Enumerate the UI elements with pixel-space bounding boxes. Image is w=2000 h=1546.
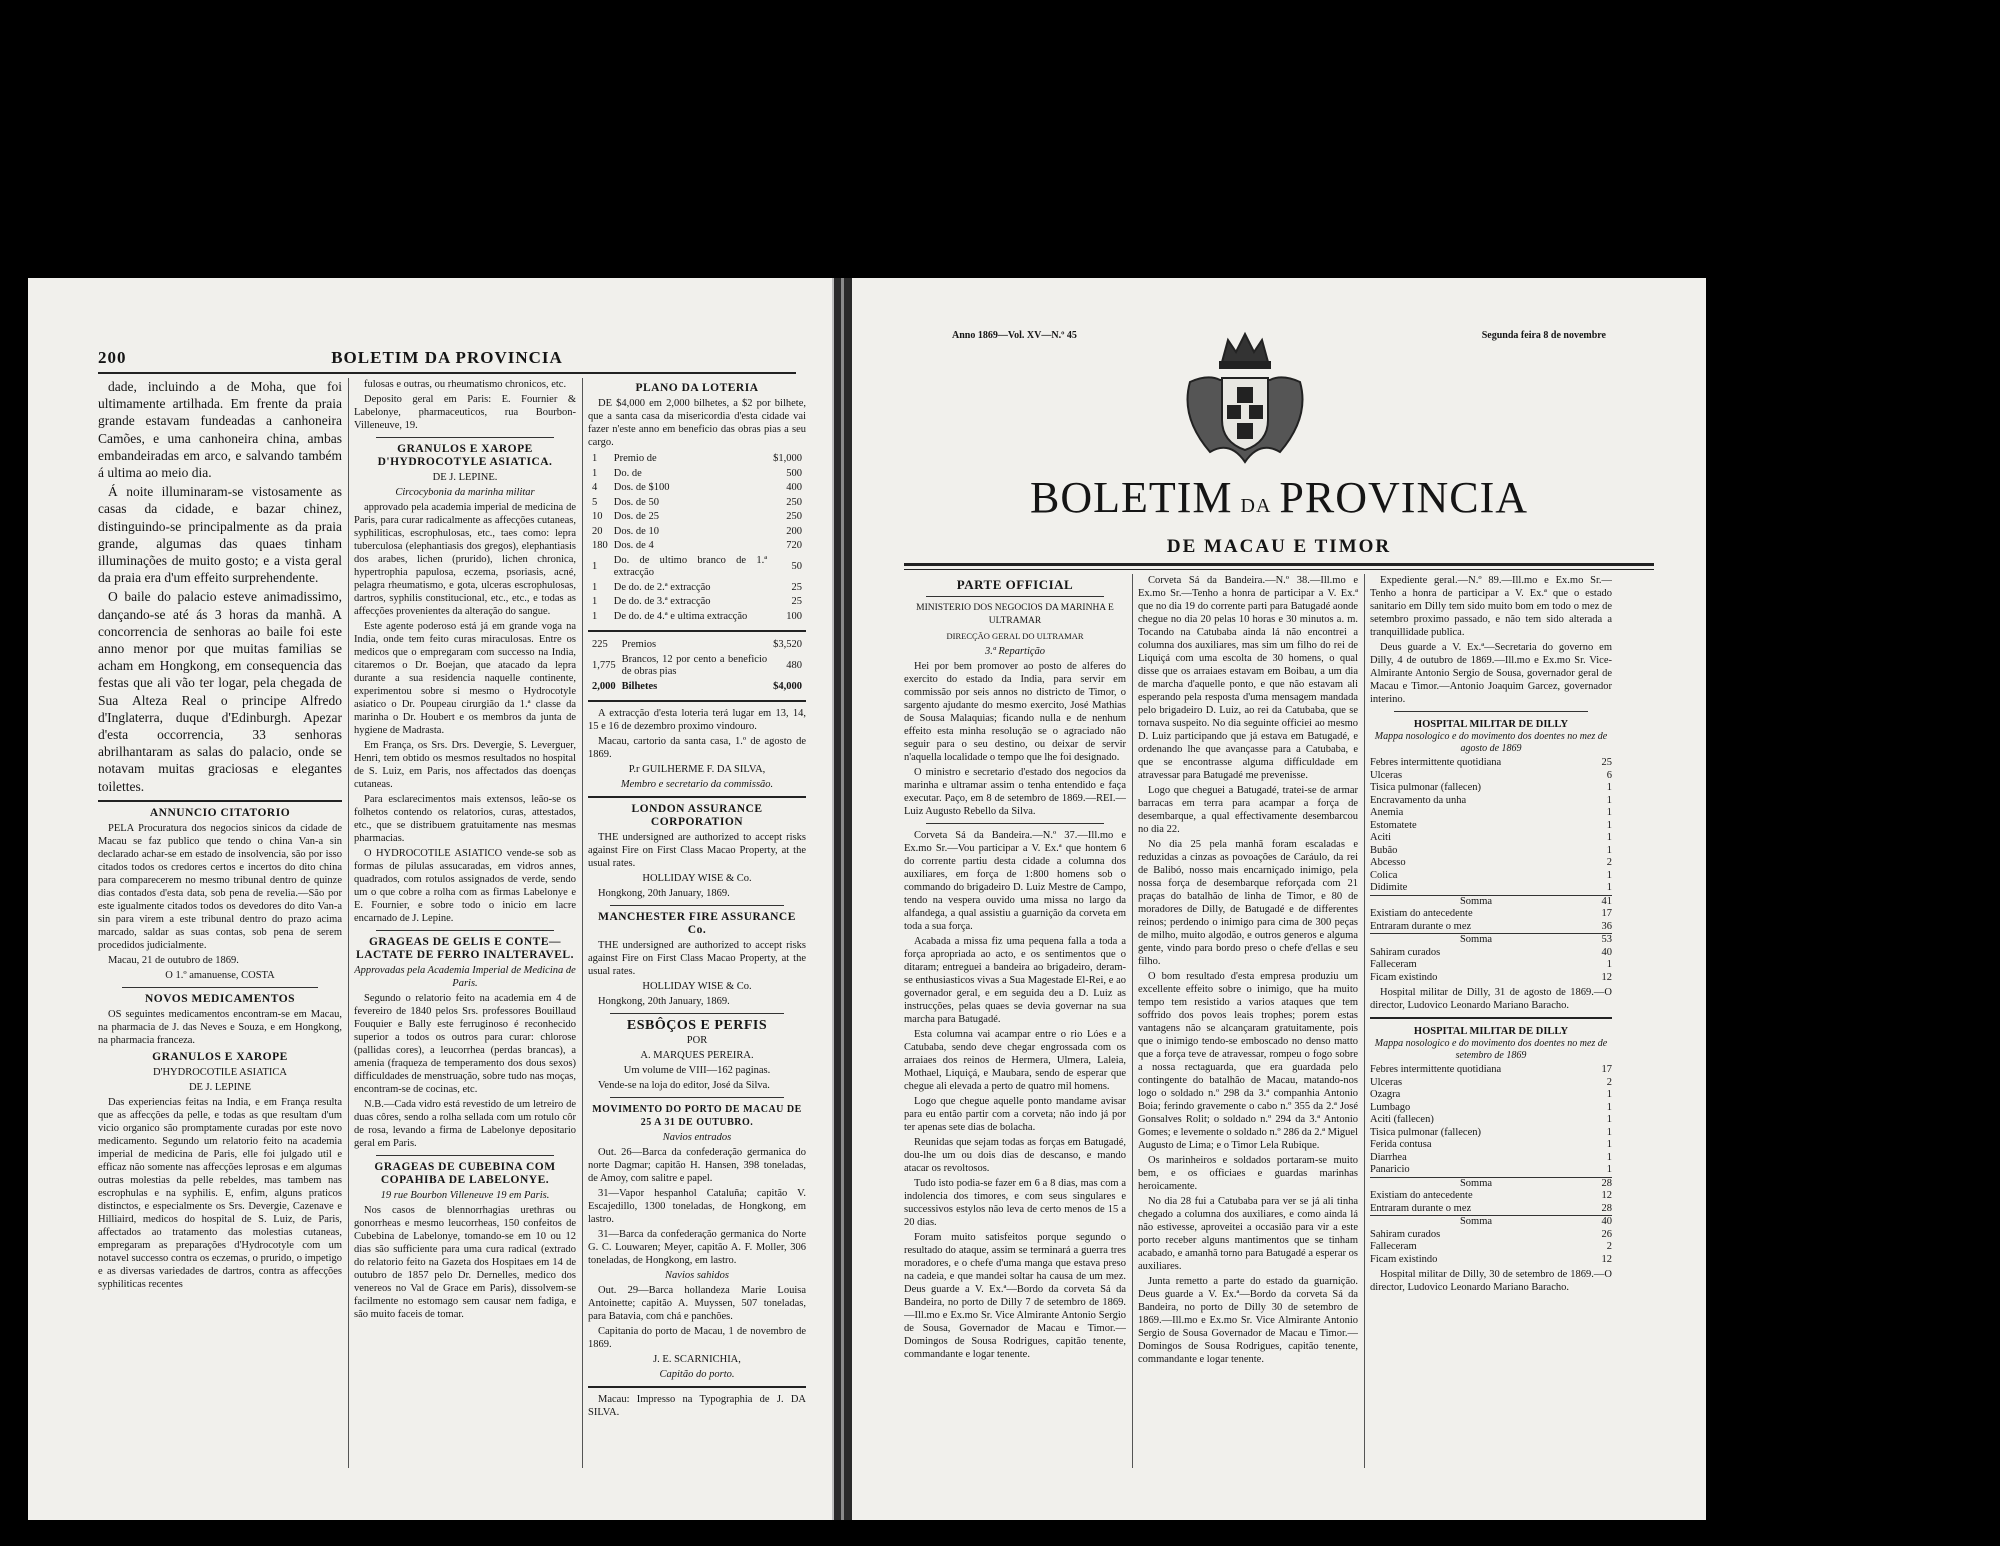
header-rule bbox=[98, 372, 796, 374]
stat-label: Sahiram curados bbox=[1370, 946, 1441, 958]
disease-count: 1 bbox=[1606, 1151, 1612, 1163]
table-row bbox=[1370, 1102, 1612, 1115]
prize-label: Dos. de 10 bbox=[613, 525, 659, 537]
graceas-sub: Approvadas pela Academia Imperial de Medicina de Paris. bbox=[354, 965, 576, 989]
prize-label: Dos. de $100 bbox=[613, 482, 670, 493]
graceas-nb: N.B.—Cada vidro está revestido de um letreiro de duas côres, sendo a rolha sellada com um rotulo côr de rosa, levando a firma de Labelonye depositario geral em Paris. bbox=[354, 1099, 576, 1149]
article-paragraph: dade, incluindo a de Moha, que foi ultimamente artilhada. Em frente da praia grande estavam fundeadas a canhoneira Camões, e uma canhoneira china, ambas embandeiradas em arco, e salvando também á ultima ao meio dia. bbox=[98, 379, 342, 481]
disease-count: 1 bbox=[1606, 882, 1612, 893]
royal-arms-icon bbox=[1170, 322, 1320, 472]
prize-label: De do. de 4.ª e ultima extracção bbox=[613, 610, 748, 622]
stat-row bbox=[1370, 959, 1612, 972]
totals-row bbox=[590, 639, 804, 652]
totals-value: $4,000 bbox=[773, 680, 802, 692]
esbocos-title: ESBÔÇOS E PERFIS bbox=[626, 1018, 768, 1033]
prize-value: 50 bbox=[791, 560, 802, 572]
divider bbox=[122, 987, 317, 988]
report-text: Logo que chegue aquelle ponto mandame avisar para eu então partir com a corveta; não indo já por ter apenas sete dias de bolacha. bbox=[904, 1096, 1126, 1133]
sum-value: 53 bbox=[1582, 934, 1612, 947]
cubebina-title: GRAGEAS DE CUBEBINA COM COPAHIBA DE LABELONYE. bbox=[374, 1161, 556, 1186]
divider bbox=[588, 796, 806, 798]
table-row bbox=[590, 540, 804, 553]
newspaper-subtitle: DE MACAU E TIMOR bbox=[1166, 536, 1392, 557]
stat-value: 28 bbox=[1601, 1202, 1612, 1214]
title-word: PROVINCIA bbox=[1279, 473, 1528, 522]
prize-count: 1 bbox=[592, 453, 598, 464]
divider bbox=[610, 1097, 784, 1098]
stat-label: Falleceram bbox=[1370, 959, 1417, 970]
totals-value: $3,520 bbox=[773, 639, 802, 650]
divider bbox=[588, 1386, 806, 1388]
granulos2-text: Em França, os Srs. Drs. Devergie, S. Leverguer, Henri, tem obtido os mesmos resultados no hospital de S. Luiz, em Paris, nos affectados das doenças cutaneas. bbox=[354, 740, 576, 790]
column-rule bbox=[1364, 574, 1365, 1468]
granulos2-text: Este agente poderoso está já em grande voga na India, onde tem feito curas miraculosas. Entre os medicos que o empregaram com successo na India, citaremos o Dr. Boejan, que atacado da lepra durante a sua residencia naquelle continente, experimentou sobre si mesmo o Hydrocotyle asiatico o Dr. Poupeau cirurgião da 1.ª classe da marinha o Dr. Houbert e os membros da junta de hygiene de Madrasta. bbox=[354, 621, 576, 736]
extraccao-text: A extracção d'esta loteria terá lugar em 13, 14, 15 e 16 de dezembro proximo vindouro. bbox=[588, 708, 806, 732]
stat-value: 1 bbox=[1606, 959, 1612, 970]
divider bbox=[588, 700, 806, 702]
left-column-1 bbox=[98, 378, 342, 1468]
annuncio-sign: O 1.º amanuense, COSTA bbox=[165, 969, 275, 981]
sum-row bbox=[1370, 1216, 1612, 1229]
imprint: Macau: Impresso na Typographia de J. DA SILVA. bbox=[588, 1394, 806, 1418]
running-title: BOLETIM DA PROVINCIA bbox=[331, 348, 563, 367]
ship-entry: 31—Barca da confederação germanica do Norte G. C. Louwaren; Meyer, capitão A. F. Moller, 306 toneladas, de Hongkong, em lastro. bbox=[588, 1229, 806, 1266]
granulos-text: Das experiencias feitas na India, e em França resulta que as affecções da pelle, e todas as que resultam d'um vicio organico são promptamente curadas por este novo medicamento. Segundo um relatorio feito na academia imperial de medicina de Paris, elle foi julgado util e efficaz não somente nas affecções leprosas e em algumas outras molestias da pelle rebeldes, mas tambem nas escrophulas e na syphilis. E, enfim, alguns praticos distinctos, e especialmente os Srs. Devergie, Cazenave e Hilliaird, medicos do hospital de S. Luiz, de Paris, affectados ao tratamento das molestias cutaneas, empregaram as preparações d'Hydrocotyle com um notavel successo contra os eczemas, o prurido, o impetigo e as diversas variedades de dartros, contra as affecções syphiliticas recentes bbox=[98, 1096, 342, 1290]
table-row bbox=[590, 526, 804, 539]
stat-label: Existiam do antecedente bbox=[1370, 908, 1473, 919]
totals-label: Brancos, 12 por cento a beneficio de obras pias bbox=[621, 653, 768, 677]
london-sign: HOLLIDAY WISE & Co. bbox=[642, 873, 752, 884]
disease-count: 1 bbox=[1606, 1164, 1612, 1175]
graceas-text: Segundo o relatorio feito na academia em 4 de fevereiro de 1840 pelos Srs. professores Bouillaud Fouquier e Bally este ferruginoso é reconhecido superior a todos os outros para curar: chlorose (pallidas cores), a leucorrhea (perdas brancas), a amenia (fraqueza de temperamento dos dous sexos) difficuldades de menstruação, sobre tudo nas moças, encontram-se de cocinas, etc. bbox=[354, 993, 576, 1095]
disease-label: Aciti (fallecen) bbox=[1370, 1114, 1434, 1125]
annuncio-date: Macau, 21 de outubro de 1869. bbox=[108, 954, 239, 966]
stat-row bbox=[1370, 1241, 1612, 1254]
totals-value: 480 bbox=[786, 659, 802, 671]
report-text: Logo que cheguei a Batugadé, tratei-se de armar barracas em terra para acampar a força de desembarque, a qual effectivamente desembarcou no dia 22. bbox=[1138, 785, 1358, 835]
divider bbox=[376, 1155, 554, 1156]
sum-row bbox=[1370, 895, 1612, 908]
title-da: DA bbox=[1240, 495, 1272, 517]
disease-label: Aciti bbox=[1370, 832, 1391, 843]
prize-value: 720 bbox=[786, 540, 802, 551]
divider bbox=[610, 905, 784, 906]
report-text: Esta columna vai acampar entre o rio Lóes e a Catubaba, sendo deve chegar engrossada com os arraiaes dos reinos de Hermera, Ulmera, Laleia, Mothael, Liquiçá, e Maubara, sendo de esperar que chegue ali elevada a perto de quatro mil homens. bbox=[904, 1029, 1126, 1092]
report-text: Corveta Sá da Bandeira.—N.º 38.—Ill.mo e Ex.mo Sr.—Tenho a honra de participar a V. Ex.ª que no dia 19 do corrente parti para Batugadé aonde chegue no dia 20 pelas 10 horas e 30 minutos a. m. Tocando na Catubaba ainda lá não encontrei a columna dos auxiliares, mas sim um filho do rei de Liquiçá com uma escolta de 30 homens, o qual disse que os arraiaes estavam em Boibau, a um dia de marcha d'aquelle ponto, e que não estavam ali esperando pela resposta d'uma mensagem mandada pelo brigadeiro D. Luiz, ao rei da Catubaba, que se tornava suspeito. No dia seguinte officiei ao mesmo D. Luiz participando que já estava em Batugadé, e ordenando lhe que avançasse para a Catubaba, e que se encontrasse alguma difficuldade em atravessar para Batugadé me prevenisse. bbox=[1138, 575, 1358, 781]
granulos2-sub: Circocybonia da marinha militar bbox=[395, 487, 535, 498]
cubebina-addr: 19 rue Bourbon Villeneuve 19 em Paris. bbox=[380, 1190, 550, 1201]
manchester-date: Hongkong, 20th January, 1869. bbox=[598, 996, 730, 1007]
report-text: Acabada a missa fiz uma pequena falla a toda a força apropriada ao acto, e os sentimentos que o ditaram; entreguei a bandeira ao brigadeiro, deram-se enthusiasticos vivas a Sua Magestade El-Rei, e ao governador geral, e em seguida deu a D. Luiz as instrucções, pelas quaes se devia governar na sua marcha para Batugadé. bbox=[904, 936, 1126, 1025]
report-text: Corveta Sá da Bandeira.—N.º 37.—Ill.mo e Ex.mo Sr.—Vou participar a V. Ex.ª que hontem 6 do corrente partiu desta cidade a columna dos auxiliares, em força de 1:800 homens sob o commando do brigadeiro D. Luiz Mestre de Campo, tendo na vespera ouvido uma missa no largo da alfandega, a qual assistiu a guarnição da corveta em toda a sua força. bbox=[904, 830, 1126, 932]
sum-value: 40 bbox=[1582, 1216, 1612, 1229]
disease-label: Tisica pulmonar (fallecen) bbox=[1370, 1126, 1481, 1138]
graceas-title: GRAGEAS DE GELIS E CONTE—LACTATE DE FERRO INALTERAVEL. bbox=[356, 936, 574, 961]
granulos-title: GRANULOS E XAROPE bbox=[152, 1050, 288, 1063]
prize-totals bbox=[588, 637, 806, 695]
prize-label: Dos. de 50 bbox=[613, 496, 659, 508]
capitania-text: Capitania do porto de Macau, 1 de novembro de 1869. bbox=[588, 1326, 806, 1350]
prize-value: 100 bbox=[786, 610, 802, 622]
totals-label: Premios bbox=[621, 639, 657, 650]
sum-value: 41 bbox=[1582, 895, 1612, 908]
disease-label: Lumbago bbox=[1370, 1101, 1411, 1113]
stat-label: Entraram durante o mez bbox=[1370, 1202, 1472, 1214]
disease-count: 25 bbox=[1601, 757, 1612, 768]
prize-count: 180 bbox=[592, 540, 608, 551]
movimento-title: MOVIMENTO DO PORTO DE MACAU DE 25 A 31 DE OUTUBRO. bbox=[592, 1104, 802, 1128]
disease-label: Anemia bbox=[1370, 807, 1404, 818]
prize-count: 1 bbox=[592, 467, 598, 479]
granulos-sub: D'HYDROCOTILE ASIATICA bbox=[152, 1066, 287, 1078]
disease-count: 2 bbox=[1606, 857, 1612, 868]
table-row bbox=[1370, 882, 1612, 895]
sum-row bbox=[1370, 1177, 1612, 1190]
decree-text: O ministro e secretario d'estado dos negocios da marinha e ultramar assim o tenha entendido e faça executar. Paço, em 8 de setembro de 1869.—REI.—Luiz Augusto Rebello da Silva. bbox=[904, 767, 1126, 817]
newspaper-spread bbox=[28, 278, 1706, 1520]
prize-table bbox=[588, 451, 806, 625]
sum-value: 28 bbox=[1582, 1177, 1612, 1190]
table-row bbox=[1370, 807, 1612, 820]
disease-count: 1 bbox=[1606, 782, 1612, 793]
granulos-by: DE J. LEPINE bbox=[188, 1081, 252, 1093]
table-row bbox=[1370, 1127, 1612, 1140]
table-row bbox=[1370, 795, 1612, 808]
decree-text: Hei por bem promover ao posto de alferes do exercito do estado da India, para servir em commissão por seis annos no districto de Timor, o sargento ajudante do mesmo exercito, José Mathias de Sousa Malaquias; ficando nulla e de nenhum effeito esta minha resolução se o agraciado não seguir para o seu destino, ou deixar de servir n'aquella localidade o tempo que lhe foi designado. bbox=[904, 661, 1126, 763]
prize-label: Do. de ultimo branco de 1.ª extracção bbox=[613, 554, 768, 578]
ad-text: fulosas e outras, ou rheumatismo chronicos, etc. bbox=[364, 379, 567, 390]
table-row bbox=[590, 453, 804, 466]
left-page bbox=[28, 278, 834, 1520]
totals-row bbox=[590, 654, 804, 679]
stat-value: 12 bbox=[1601, 1253, 1612, 1265]
volume-info: Anno 1869—Vol. XV—N.º 45 bbox=[952, 330, 1077, 341]
column-rule bbox=[1132, 574, 1133, 1468]
table-row bbox=[590, 468, 804, 481]
article-paragraph: Á noite illuminaram-se vistosamente as casas da cidade, e bazar chinez, distinguindo-se principalmente as da praia grande, algumas das quaes tinham illuminações de muito gosto; e a vista geral da praia era d'um effeito surprehendente. bbox=[98, 484, 342, 586]
page-number: 200 bbox=[98, 348, 127, 367]
sum-label: Somma bbox=[1370, 934, 1582, 947]
disease-label: Estomatete bbox=[1370, 819, 1417, 831]
table-row bbox=[1370, 782, 1612, 795]
prize-label: De do. de 3.ª extracção bbox=[613, 596, 711, 607]
disease-count: 1 bbox=[1606, 1139, 1612, 1150]
stat-value: 12 bbox=[1601, 1190, 1612, 1201]
table-row bbox=[590, 596, 804, 609]
right-column-3 bbox=[1370, 574, 1612, 1468]
stat-row bbox=[1370, 1190, 1612, 1203]
disease-count: 6 bbox=[1606, 769, 1612, 781]
stat-row bbox=[1370, 1203, 1612, 1216]
masthead-rule bbox=[904, 569, 1654, 570]
cubebina-text: Nos casos de blennorrhagias urethras ou gonorrheas e mesmo leucorrheas, 150 confeitos de Cubebina de Labelonye, tomando-se em 10 ou 12 dias são sufficiente para uma cura radical (extrado do relatorio feito na Gazeta dos Hospitaes em 14 de outubro de 1857 pelo Dr. Dernelles, medico dos venereos no Val de Grace em Paris), dissolvem-se facilmente no estomago sem causar nem fadiga, e são muito faceis de tomar. bbox=[354, 1205, 576, 1320]
table-row bbox=[1370, 1089, 1612, 1102]
table-row bbox=[1370, 832, 1612, 845]
esbocos-vol: Um volume de VIII—162 paginas. bbox=[623, 1065, 771, 1076]
novos-text: OS seguintes medicamentos encontram-se em Macau, na pharmacia de J. das Neves e Souza, e em Hongkong, na pharmacia franceza. bbox=[98, 1008, 342, 1046]
totals-count: 225 bbox=[592, 639, 608, 650]
hospital-title: HOSPITAL MILITAR DE DILLY bbox=[1413, 719, 1569, 730]
prize-value: 250 bbox=[786, 511, 802, 522]
esbocos-author: A. MARQUES PEREIRA. bbox=[640, 1050, 754, 1061]
table-row bbox=[1370, 1064, 1612, 1077]
column-rule bbox=[348, 378, 349, 1468]
divider bbox=[610, 1013, 784, 1014]
prize-label: Premio de bbox=[613, 453, 657, 464]
totals-label: Bilhetes bbox=[621, 680, 658, 692]
manchester-text: THE undersigned are authorized to accept risks against Fire on First Class Macao Property, at the usual rates. bbox=[588, 940, 806, 977]
divider bbox=[1370, 1017, 1612, 1019]
prize-label: Do. de bbox=[613, 467, 642, 479]
report-text: No dia 25 pela manhã foram escaladas e reduzidas a cinzas as povoações de Caráulo, da rei de Balibó, nosso mais encarniçado inimigo, pela nossa força de desembarque reforçada com 21 praças do batalhão de linha de Timor, e 80 de moradores de Dilly, de Batugadé e de differentes reinos; perdendo o inimigo para cima de 300 peças de milho, muito algodão, e outros generos e alguma gente, vindo para bordo preso o chefe d'ellas e seu filho. bbox=[1138, 839, 1358, 967]
column-rule bbox=[582, 378, 583, 1468]
disease-count: 1 bbox=[1606, 794, 1612, 806]
table-row bbox=[1370, 820, 1612, 833]
disease-label: Diarrhea bbox=[1370, 1151, 1407, 1163]
stat-label: Ficam existindo bbox=[1370, 971, 1438, 983]
report-text: Expediente geral.—N.º 89.—Ill.mo e Ex.mo Sr.—Tenho a honra de participar a V. Ex.ª que o estado sanitario em Dilly tem sido muito bom em todo o mez de setembro proximo passado, e não tem sido alterada a tranquillidade publica. bbox=[1370, 575, 1612, 638]
ministerio: MINISTERIO DOS NEGOCIOS DA MARINHA E ULTRAMAR bbox=[916, 603, 1114, 626]
disease-label: Febres intermittente quotidiana bbox=[1370, 757, 1502, 768]
table-row bbox=[1370, 757, 1612, 770]
prize-value: 25 bbox=[791, 581, 802, 593]
esbocos-by: POR bbox=[686, 1035, 708, 1046]
london-title: LONDON ASSURANCE CORPORATION bbox=[631, 803, 763, 828]
right-column-2 bbox=[1138, 574, 1358, 1468]
prize-count: 1 bbox=[592, 581, 598, 593]
sahidos-label: Navios sahidos bbox=[665, 1270, 729, 1281]
capitania-role: Capitão do porto. bbox=[659, 1369, 735, 1380]
report-text: No dia 28 fui a Catubaba para ver se já ali tinha chegado a columna dos auxiliares, e como ainda lá não estivesse, aproveitei a occasião para vir a este porto receber alguns mantimentos que se tinham acabado, e amanhã torno para Batugadé a esperar os auxiliares. bbox=[1138, 1196, 1358, 1272]
prize-count: 4 bbox=[592, 482, 598, 493]
disease-label: Ulceras bbox=[1370, 1076, 1403, 1088]
table-row bbox=[1370, 1152, 1612, 1165]
totals-count: 2,000 bbox=[592, 680, 616, 692]
divider bbox=[926, 823, 1104, 824]
esbocos-sale: Vende-se na loja do editor, José da Silva. bbox=[598, 1080, 770, 1091]
disease-count: 1 bbox=[1606, 1089, 1612, 1100]
stat-row bbox=[1370, 1229, 1612, 1242]
disease-label: Abcesso bbox=[1370, 857, 1406, 868]
stat-row bbox=[1370, 921, 1612, 934]
disease-count: 1 bbox=[1606, 1126, 1612, 1138]
divider bbox=[376, 930, 554, 931]
stat-label: Entraram durante o mez bbox=[1370, 920, 1472, 932]
stat-row bbox=[1370, 908, 1612, 921]
table-row bbox=[1370, 1139, 1612, 1152]
novos-title: NOVOS MEDICAMENTOS bbox=[144, 992, 296, 1005]
prize-count: 20 bbox=[592, 525, 603, 537]
stat-row bbox=[1370, 972, 1612, 985]
reparticao: 3.ª Repartição bbox=[984, 646, 1046, 657]
disease-count: 1 bbox=[1606, 819, 1612, 831]
prize-label: Dos. de 4 bbox=[613, 540, 654, 551]
left-column-2 bbox=[354, 378, 576, 1468]
section-divider bbox=[98, 800, 342, 802]
report-text: Junta remetto a parte do estado da guarnição. Deus guarde a V. Ex.ª—Bordo da corveta Sá da Bandeira, no porto de Dilly 30 de setembro de 1869.—Ill.mo e Ex.mo Sr. Vice Almirante Antonio Sergio de Sousa Governador de Macau e Timor.—Domingos de Sousa Rodrigues, capitão tenente, commandante e logar tenente. bbox=[1138, 1276, 1358, 1365]
prize-label: De do. de 2.ª extracção bbox=[613, 581, 711, 593]
disease-label: Bubão bbox=[1370, 844, 1398, 856]
london-date: Hongkong, 20th January, 1869. bbox=[598, 888, 730, 899]
title-word: BOLETIM bbox=[1030, 473, 1233, 522]
table-row bbox=[1370, 1164, 1612, 1177]
granulos2-text: approvado pela academia imperial de medicina de Paris, para curar radicalmente as affecções cutaneas, syphiliticas, escrophulosas, etc., taes como: lepra tuberculosa (elephantiasis dos gregos), elephantiasis dos arabes, lichen (prurido), lichen chronica, hypertrophia papulosa, eczema, psoriasis, acné, pelagra rheumatismo, e gota, ulceras escrophulosas, dartros, syphilis constitucional, etc., etc., e todas as affecções provenientes da alteração do sangue. bbox=[354, 502, 576, 617]
ship-entry: Out. 26—Barca da confederação germanica do norte Dagmar; capitão H. Hansen, 398 toneladas, de Amoy, com salitre e papel. bbox=[588, 1147, 806, 1184]
left-column-3 bbox=[588, 378, 806, 1468]
manchester-title: MANCHESTER FIRE ASSURANCE Co. bbox=[598, 911, 796, 936]
divider bbox=[926, 596, 1104, 597]
disease-count: 1 bbox=[1606, 807, 1612, 818]
disease-label: Tisica pulmonar (fallecen) bbox=[1370, 782, 1481, 793]
sum-label: Somma bbox=[1370, 1216, 1582, 1229]
disease-count: 1 bbox=[1606, 869, 1612, 881]
table-row bbox=[590, 611, 804, 624]
page-gutter bbox=[834, 278, 852, 1520]
report-text: Foram muito satisfeitos porque segundo o resultado do ataque, assim se terminará a guerra tres moradores, e o chefe d'uma manga que estava preso na cadeia, e que mandei soltar ha causa de um mez. Deus guarde a V. Ex.ª—Bordo da corveta Sá da Bandeira, no porto de Dilly 7 de setembro de 1869.—Ill.mo e Ex.mo Sr. Vice Almirante Antonio Sergio de Sousa, Governador de Macau e Timor.—Domingos de Sousa Rodrigues, capitão tenente, commandante e logar tenente. bbox=[904, 1232, 1126, 1360]
sum-label: Somma bbox=[1370, 1177, 1582, 1190]
prize-value: 400 bbox=[786, 482, 802, 493]
sum-row bbox=[1370, 934, 1612, 947]
granulos2-title: GRANULOS E XAROPE D'HYDROCOTYLE ASIATICA. bbox=[377, 443, 553, 468]
table-row bbox=[1370, 1077, 1612, 1090]
loteria-text: DE $4,000 em 2,000 bilhetes, a $2 por bilhete, que a santa casa da misericordia d'esta cidade vai fazer n'este anno em beneficio das obras pias a seu cargo. bbox=[588, 398, 806, 448]
disease-count: 2 bbox=[1606, 1076, 1612, 1088]
right-column-1 bbox=[904, 574, 1126, 1468]
disease-count: 1 bbox=[1606, 832, 1612, 843]
left-page-header bbox=[98, 348, 796, 370]
stat-value: 40 bbox=[1601, 946, 1612, 958]
stat-value: 12 bbox=[1601, 971, 1612, 983]
totals-count: 1,775 bbox=[592, 659, 616, 671]
annuncio-text: PELA Procuratura dos negocios sinicos da cidade de Macau se faz publico que tendo o china Van-a sin declarado achar-se em estado de insolvencia, são por isso citados todos os credores certos e incertos do dito china para comparecerem no mesmo tribunal dentro de quinze dias contados d'esta data, sob pena de revelia.—São por este igualmente citados todos os devedores do dito Van-a sin para virem a este tribunal dentro do prazo acima marcado, saldar as suas contas, sob pena de serem procedidos judicialmente. bbox=[98, 822, 342, 951]
divider bbox=[588, 630, 806, 632]
stat-value: 36 bbox=[1601, 920, 1612, 932]
granulos2-text: O HYDROCOTILE ASIATICO vende-se sob as formas de pilulas assucaradas, em vidros annes, quadrados, com rotulos assignados de verde, sendo um o que cobre a rolha com as firmas Labelonye e E. Fournier, e sobre todo o inicio em lacre encarnado de J. Lepine. bbox=[354, 848, 576, 924]
disease-count: 17 bbox=[1601, 1064, 1612, 1075]
london-text: THE undersigned are authorized to accept risks against Fire on First Class Macao Property, at the usual rates. bbox=[588, 832, 806, 869]
prize-count: 1 bbox=[592, 560, 598, 572]
stat-value: 17 bbox=[1601, 908, 1612, 919]
report-text: O bom resultado d'esta empresa produziu um excellente effeito sobre o inimigo, que ha muito tempo tem resistido a varios ataques que tem soffrido dos povos leais trophes; porem estas vantagens não se alcançaram gratuitamente, pois que o inimigo tendo-se emboscado no denso matto que a força teve de atravessar, rompeu o fogo sobre a nossa rectaguarda, que era guardada pelo contingente do batalhão de Macau, matando-nos logo o soldado n.º 298 da 3.ª companhia Antonio Boia; ferindo gravemente o cabo n.º 355 da 2.ª José Gonsalves Rolit; o soldado n.º 294 da 3.ª Antonio Gomes; e levemente o soldado n.º 286 da 2.ª Miguel Augusto de Lima; e o Timor Lela Rubique. bbox=[1138, 971, 1358, 1151]
prize-value: 200 bbox=[786, 525, 802, 537]
granulos2-by: DE J. LEPINE. bbox=[432, 472, 498, 483]
disease-count: 1 bbox=[1606, 844, 1612, 856]
hospital-subtitle: Mappa nosologico e do movimento dos doentes no mez de setembro de 1869 bbox=[1374, 1038, 1608, 1061]
prize-count: 10 bbox=[592, 511, 603, 522]
parte-official: PARTE OFFICIAL bbox=[956, 577, 1074, 592]
disease-label: Febres intermittente quotidiana bbox=[1370, 1064, 1502, 1075]
disease-count: 1 bbox=[1606, 1101, 1612, 1113]
hospital-table-august bbox=[1370, 757, 1612, 984]
signatory-role: Membro e secretario da commissão. bbox=[620, 779, 774, 790]
table-row bbox=[590, 582, 804, 595]
disease-label: Encravamento da unha bbox=[1370, 794, 1467, 806]
disease-label: Panaricio bbox=[1370, 1164, 1410, 1175]
annuncio-title: ANNUNCIO CITATORIO bbox=[149, 806, 291, 819]
deposit-text: Deposito geral em Paris: E. Fournier & Labelonye, pharmaceuticos, rua Bourbon-Villeneuve, 19. bbox=[354, 394, 576, 431]
annuncio-block bbox=[98, 807, 342, 1291]
prize-value: $1,000 bbox=[773, 453, 802, 464]
table-row bbox=[590, 555, 804, 580]
hospital-sign: Hospital militar de Dilly, 30 de setembro de 1869.—O director, Ludovico Leonardo Mariano Baracho. bbox=[1370, 1269, 1612, 1293]
ship-entry: Out. 29—Barca hollandeza Marie Louisa Antoinette; capitão A. Muyssen, 507 toneladas, para Batavia, com chá e panchões. bbox=[588, 1285, 806, 1322]
masthead-rule bbox=[904, 563, 1654, 566]
hospital-table-september bbox=[1370, 1064, 1612, 1266]
divider bbox=[1394, 711, 1588, 712]
prize-label: Dos. de 25 bbox=[613, 511, 659, 522]
table-row bbox=[1370, 845, 1612, 858]
stat-value: 26 bbox=[1601, 1228, 1612, 1240]
right-page bbox=[852, 278, 1706, 1520]
capitania-sign: J. E. SCARNICHIA, bbox=[653, 1354, 741, 1365]
prize-value: 500 bbox=[786, 467, 802, 479]
table-row bbox=[1370, 1114, 1612, 1127]
direccao: DIRECÇÃO GERAL DO ULTRAMAR bbox=[946, 631, 1084, 641]
prize-count: 5 bbox=[592, 496, 598, 508]
signatory: P.r GUILHERME F. DA SILVA, bbox=[628, 764, 766, 775]
totals-row bbox=[590, 681, 804, 694]
table-row bbox=[590, 511, 804, 524]
disease-label: Ulceras bbox=[1370, 769, 1403, 781]
hospital-title: HOSPITAL MILITAR DE DILLY bbox=[1413, 1026, 1569, 1037]
sum-label: Somma bbox=[1370, 895, 1582, 908]
table-row bbox=[1370, 770, 1612, 783]
table-row bbox=[590, 482, 804, 495]
hospital-subtitle: Mappa nosologico e do movimento dos doentes no mez de agosto de 1869 bbox=[1374, 731, 1608, 754]
newspaper-title bbox=[852, 472, 1706, 523]
entrados-label: Navios entrados bbox=[662, 1132, 732, 1143]
granulos2-text: Para esclarecimentos mais extensos, leão-se os folhetos contendo os relatorios, curas, attestados, etc., que se distribuem gratuitamente nas mesmas pharmacias. bbox=[354, 794, 576, 844]
disease-label: Ferida contusa bbox=[1370, 1139, 1432, 1150]
hospital-sign: Hospital militar de Dilly, 31 de agosto de 1869.—O director, Ludovico Leonardo Mariano Baracho. bbox=[1370, 987, 1612, 1011]
manchester-sign: HOLLIDAY WISE & Co. bbox=[642, 981, 752, 992]
prize-count: 1 bbox=[592, 596, 598, 607]
prize-value: 25 bbox=[791, 596, 802, 607]
macau-line: Macau, cartorio da santa casa, 1.º de agosto de 1869. bbox=[588, 736, 806, 760]
stat-row bbox=[1370, 1254, 1612, 1267]
disease-label: Colica bbox=[1370, 869, 1398, 881]
article-paragraph: O baile do palacio esteve animadissimo, dançando-se até ás 3 horas da manhã. A concorrencia de senhoras ao baile foi este anno menor por que muitas familias se acham em Hongkong, em consequencia das festas que ali vão ter logar, pela chegada de Sua Alteza Real o principe Alfredo d'Inglaterra, duque d'Edinburgh. Apezar d'esta occorrencia, 33 senhoras abrilhantaram as salas do palacio, onde se notavam muitas graciosas e elegantes toilettes. bbox=[98, 589, 342, 794]
stat-label: Falleceram bbox=[1370, 1241, 1417, 1252]
report-text: Os marinheiros e soldados portaram-se muito bem, e os officiaes e guardas marinhas heroicamente. bbox=[1138, 1155, 1358, 1192]
divider bbox=[376, 437, 554, 438]
issue-date: Segunda feira 8 de novembre bbox=[1481, 330, 1606, 341]
loteria-title: PLANO DA LOTERIA bbox=[635, 382, 759, 394]
report-text: Deus guarde a V. Ex.ª—Secretaria do governo em Dilly, 4 de outubro de 1869.—Ill.mo e Ex.mo Sr. Vice-Almirante Antonio Sergio de Sousa, governador geral de Macau e Timor.—Antonio Joaquim Garcez, governador interino. bbox=[1370, 642, 1612, 705]
prize-value: 250 bbox=[786, 496, 802, 508]
report-text: Reunidas que sejam todas as forças em Batugadé, dou-lhe um ou dois dias de descanso, e mando atacar os revoltosos. bbox=[904, 1137, 1126, 1174]
disease-label: Ozagra bbox=[1370, 1089, 1401, 1100]
disease-count: 1 bbox=[1606, 1114, 1612, 1125]
prize-count: 1 bbox=[592, 610, 598, 622]
stat-value: 2 bbox=[1606, 1241, 1612, 1252]
stat-row bbox=[1370, 947, 1612, 960]
stat-label: Existiam do antecedente bbox=[1370, 1190, 1473, 1201]
stat-label: Ficam existindo bbox=[1370, 1253, 1438, 1265]
disease-label: Didimite bbox=[1370, 882, 1408, 893]
table-row bbox=[1370, 857, 1612, 870]
ship-entry: 31—Vapor hespanhol Cataluña; capitão V. Escajedillo, 1300 toneladas, de Hongkong, em lastro. bbox=[588, 1188, 806, 1225]
report-text: Tudo isto podia-se fazer em 6 a 8 dias, mas com a indolencia dos timores, e com seus singulares e successivos estylos não leva de certo menos de 15 a 20 dias. bbox=[904, 1178, 1126, 1228]
table-row bbox=[590, 497, 804, 510]
stat-label: Sahiram curados bbox=[1370, 1228, 1441, 1240]
table-row bbox=[1370, 870, 1612, 883]
